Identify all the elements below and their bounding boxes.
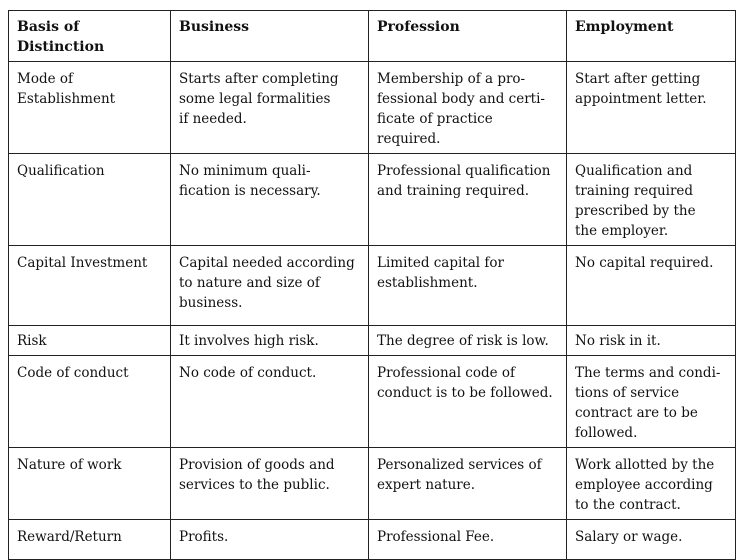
table-row [9, 356, 736, 448]
cell-basis: Capital Investment [9, 246, 171, 326]
header-business: Business [171, 11, 369, 62]
cell-employment: Work allotted by the employee according to the contract. [567, 448, 736, 520]
cell-employment: Start after getting appointment letter. [567, 62, 736, 154]
distinction-table [8, 10, 736, 560]
cell-employment: Salary or wage. [567, 520, 736, 560]
cell-business: No code of conduct. [171, 356, 369, 448]
cell-basis: Qualification [9, 154, 171, 246]
cell-employment: Qualification and training required prescribed by the the employer. [567, 154, 736, 246]
cell-business: It involves high risk. [171, 326, 369, 356]
cell-profession: Professional qualification and training required. [369, 154, 567, 246]
table-row [9, 326, 736, 356]
cell-basis: Nature of work [9, 448, 171, 520]
cell-business: Profits. [171, 520, 369, 560]
cell-business: Capital needed according to nature and size of business. [171, 246, 369, 326]
cell-employment: No capital required. [567, 246, 736, 326]
cell-business: Starts after completing some legal formalities if needed. [171, 62, 369, 154]
cell-basis: Risk [9, 326, 171, 356]
table-row [9, 154, 736, 246]
cell-business: Provision of goods and services to the public. [171, 448, 369, 520]
table-row [9, 520, 736, 560]
table-row [9, 448, 736, 520]
table-row [9, 246, 736, 326]
header-basis: Basis of Distinction [9, 11, 171, 62]
header-row [9, 11, 736, 62]
header-profession: Profession [369, 11, 567, 62]
header-employment: Employment [567, 11, 736, 62]
cell-basis: Mode of Establishment [9, 62, 171, 154]
cell-employment: The terms and condi- tions of service contract are to be followed. [567, 356, 736, 448]
cell-profession: Limited capital for establishment. [369, 246, 567, 326]
cell-business: No minimum quali- fication is necessary. [171, 154, 369, 246]
cell-profession: Professional Fee. [369, 520, 567, 560]
cell-profession: Personalized services of expert nature. [369, 448, 567, 520]
cell-basis: Reward/Return [9, 520, 171, 560]
cell-basis: Code of conduct [9, 356, 171, 448]
cell-profession: Membership of a pro- fessional body and certi- ficate of practice required. [369, 62, 567, 154]
table-row [9, 62, 736, 154]
cell-profession: Professional code of conduct is to be followed. [369, 356, 567, 448]
cell-employment: No risk in it. [567, 326, 736, 356]
cell-profession: The degree of risk is low. [369, 326, 567, 356]
